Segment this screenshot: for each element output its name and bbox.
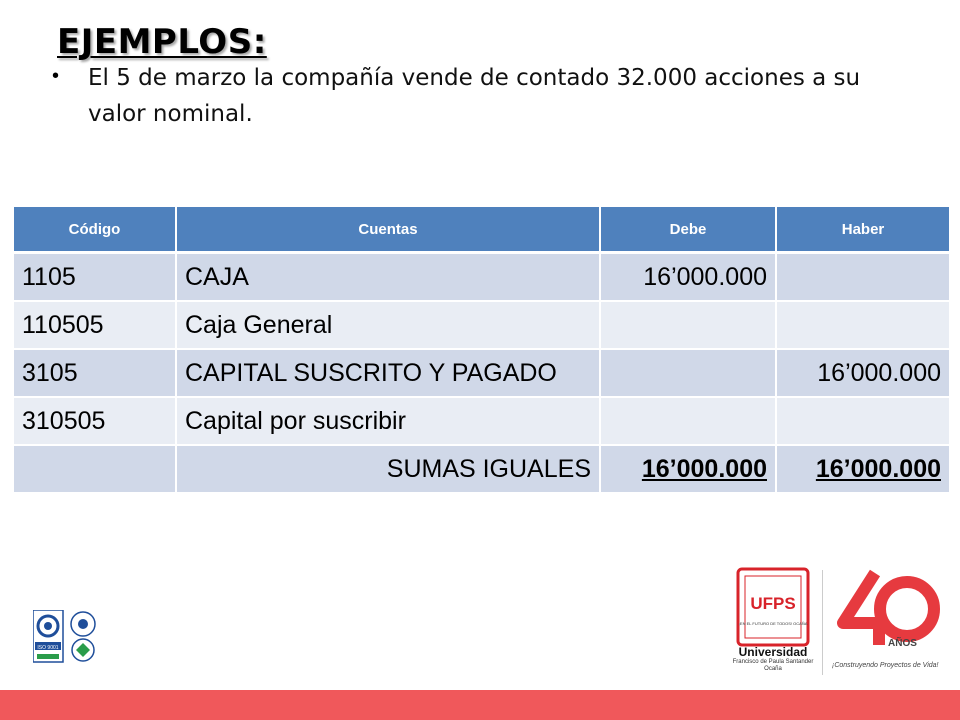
cell-debe: 16’000.000 <box>600 253 776 302</box>
cell-cuenta: Caja General <box>176 301 600 349</box>
header-cuentas: Cuentas <box>176 207 600 253</box>
cell-codigo: 3105 <box>14 349 176 397</box>
cell-debe <box>600 301 776 349</box>
cell-haber <box>776 253 950 302</box>
header-haber: Haber <box>776 207 950 253</box>
university-name <box>730 645 816 673</box>
cell-debe <box>600 349 776 397</box>
university-seal-text: UFPS <box>750 594 796 613</box>
footer-bar <box>0 690 960 720</box>
cell-haber: 16’000.000 <box>776 349 950 397</box>
university-motto: ¡EN EL FUTURO DE TODOS! OCAÑA <box>738 621 808 626</box>
tagline: ¡Construyendo Proyectos de Vida! <box>832 662 939 669</box>
anniversary-word: AÑOS <box>888 638 917 649</box>
totals-haber: 16’000.000 <box>776 445 950 493</box>
bullet-text: El 5 de marzo la compañía vende de contado 32.000 acciones a su valor nominal. <box>88 65 861 127</box>
table-row <box>14 397 950 445</box>
cell-codigo: 110505 <box>14 301 176 349</box>
cell-codigo: 1105 <box>14 253 176 302</box>
journal-table <box>14 207 951 494</box>
cell-cuenta: CAJA <box>176 253 600 302</box>
totals-row <box>14 445 950 493</box>
cell-cuenta: CAPITAL SUSCRITO Y PAGADO <box>176 349 600 397</box>
table-row <box>14 301 950 349</box>
table-header-row <box>14 207 950 253</box>
cell-haber <box>776 301 950 349</box>
iso-certification-logo <box>33 610 101 678</box>
logo-divider <box>822 570 823 675</box>
cell-empty <box>14 445 176 493</box>
table-row <box>14 349 950 397</box>
bullet-dot-icon: • <box>52 65 60 87</box>
totals-debe: 16’000.000 <box>600 445 776 493</box>
anniversary-number: 40 <box>887 615 889 616</box>
cell-debe <box>600 397 776 445</box>
table-row <box>14 253 950 302</box>
cell-haber <box>776 397 950 445</box>
university-sublabel: Francisco de Paula Santander Ocaña <box>732 659 814 672</box>
university-label: Universidad <box>738 645 808 659</box>
slide-title: EJEMPLOS: <box>57 22 267 62</box>
totals-label: SUMAS IGUALES <box>176 445 600 493</box>
cell-cuenta: Capital por suscribir <box>176 397 600 445</box>
cell-codigo: 310505 <box>14 397 176 445</box>
iso-label: ISO 9001 <box>37 645 59 651</box>
header-codigo: Código <box>14 207 176 253</box>
header-debe: Debe <box>600 207 776 253</box>
